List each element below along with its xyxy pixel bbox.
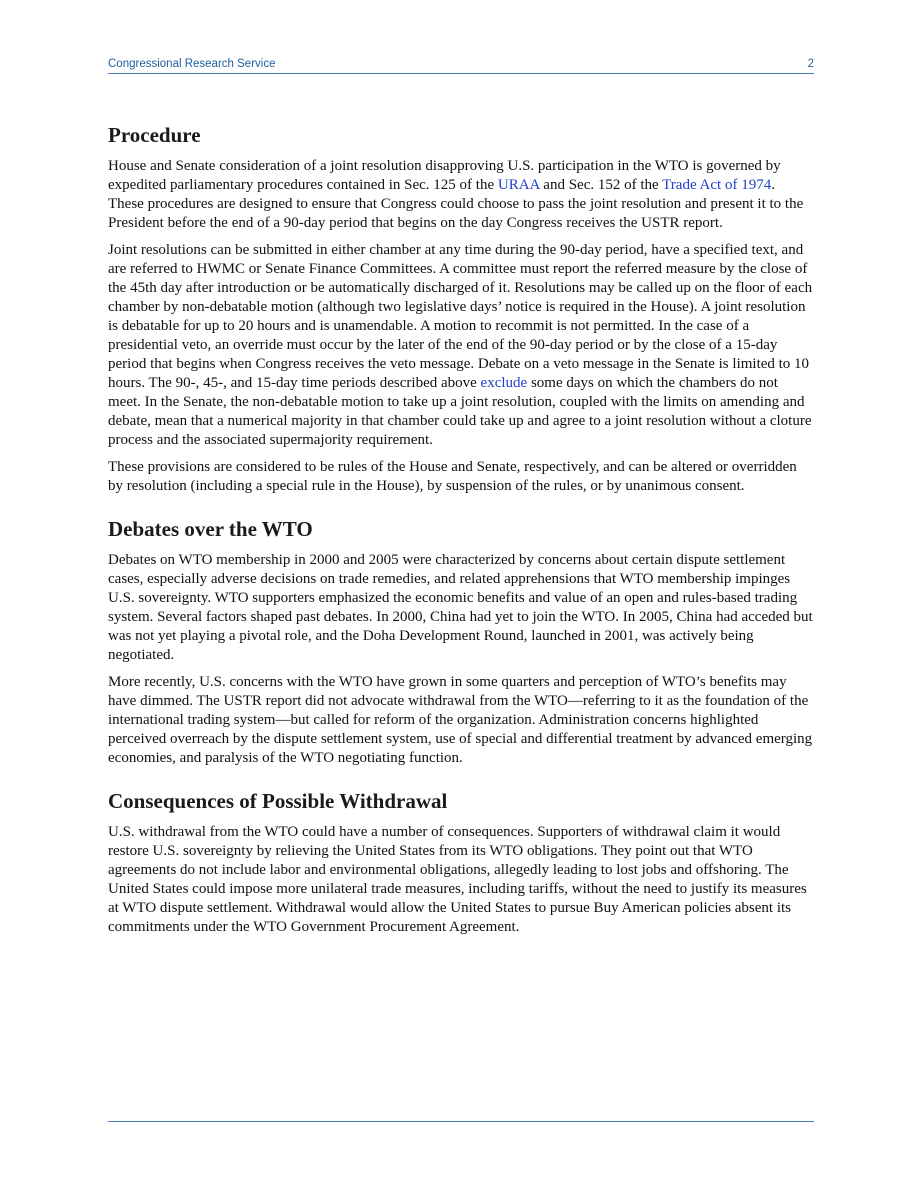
link-uraa[interactable]: URAA [497,177,540,193]
procedure-paragraph-2 [108,241,814,450]
section-heading-procedure: Procedure [108,123,201,147]
page-number: 2 [807,58,814,70]
link-exclude[interactable]: exclude [480,375,528,391]
text-run: and Sec. 152 of the [539,177,663,193]
text-run: Joint resolutions can be submitted in either chamber at any time during the 90-day period, have a specified text, and are referred to HWMC or Senate Finance Committees. A committee must report the referred measure by the close of the 45th day after introduction or be automatically discharged of it. Resolutions may be called up on the floor of each chamber by non-debatable motion (although two legislative days’ notice is required in the House). A joint resolution is debatable for up to 20 hours and is unamendable. A motion to recommit is not permitted. In the case of a presidential veto, an override must occur by the later of the end of the 90-day period or by the close of a 15-day period that begins when Congress receives the veto message. Debate on a veto message in the Senate is limited to 10 hours. The 90-, 45-, and 15-day time periods described above [108,242,813,391]
header-org-name: Congressional Research Service [108,58,276,70]
procedure-paragraph-3: These provisions are considered to be rules of the House and Senate, respectively, and can be altered or overridden by resolution (including a special rule in the House), by suspension of the rules, or by unanimous consent. [108,459,797,494]
debates-paragraph-1: Debates on WTO membership in 2000 and 2005 were characterized by concerns about certain dispute settlement cases, especially adverse decisions on trade remedies, and related apprehensions that WTO membership impinges U.S. sovereignty. WTO supporters emphasized the economic benefits and value of an open and rules-based trading system. Several factors shaped past debates. In 2000, China had yet to join the WTO. In 2005, China had acceded but was not yet playing a pivotal role, and the Doha Development Round, launched in 2001, was actively being negotiated. [108,552,813,663]
section-heading-consequences: Consequences of Possible Withdrawal [108,789,448,813]
footer-divider [108,1121,814,1122]
header-divider [108,73,814,74]
text-run: some days on which the chambers do not meet. In the Senate, the non-debatable motion to take up a joint resolution, coupled with the limits on amending and debate, mean that a numerical majority in that chamber could take up and agree to a joint resolution without a cloture process and the associated supermajority requirement. [108,375,812,448]
text-run: House and Senate consideration of a joint resolution disapproving U.S. participation in the WTO is governed by expedited parliamentary procedures contained in Sec. 125 of the [108,158,781,193]
section-heading-debates: Debates over the WTO [108,517,313,541]
main-content [108,122,814,945]
page-header [108,56,814,74]
link-trade-act-1974[interactable]: Trade Act of 1974 [662,177,772,193]
procedure-paragraph-1 [108,157,814,233]
text-run: . These procedures are designed to ensure that Congress could choose to pass the joint resolution and present it to the President before the end of a 90-day period that begins on the day Congress receives the USTR report. [108,177,804,231]
consequences-paragraph-1: U.S. withdrawal from the WTO could have a number of consequences. Supporters of withdrawal claim it would restore U.S. sovereignty by relieving the United States from its WTO obligations. They point out that WTO agreements do not include labor and environmental obligations, allegedly leading to lost jobs and offshoring. The United States could impose more unilateral trade measures, including tariffs, without the need to justify its measures at WTO dispute settlement. Withdrawal would allow the United States to pursue Buy American policies absent its commitments under the WTO Government Procurement Agreement. [108,824,807,935]
debates-paragraph-2: More recently, U.S. concerns with the WTO have grown in some quarters and perception of WTO’s benefits may have dimmed. The USTR report did not advocate withdrawal from the WTO—referring to it as the foundation of the international trading system—but called for reform of the organization. Administration concerns highlighted perceived overreach by the dispute settlement system, use of special and differential treatment by advanced emerging economies, and paralysis of the WTO negotiating function. [108,674,813,766]
